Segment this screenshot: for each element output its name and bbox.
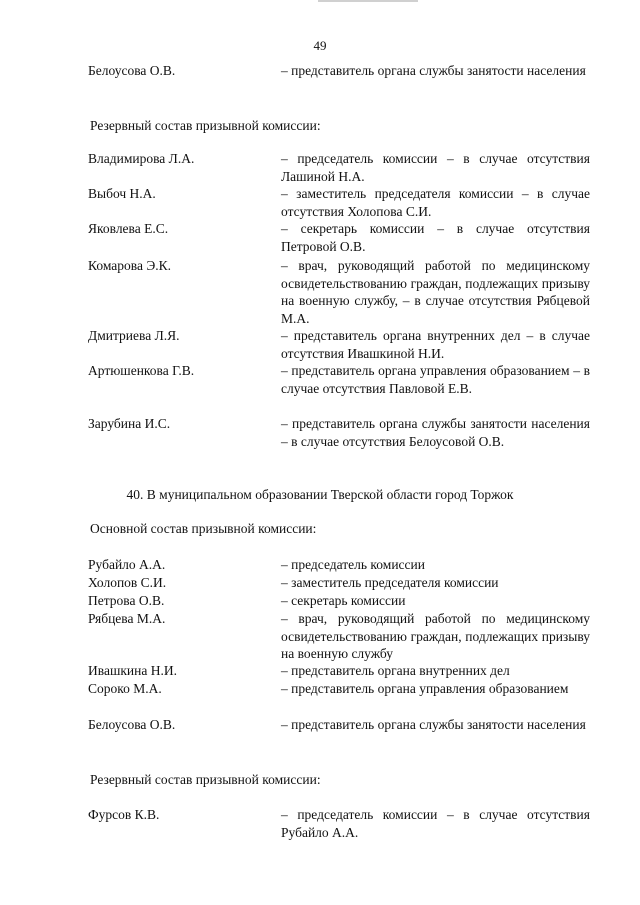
member-role: – заместитель председателя комиссии – в случае отсутствия Холопова С.И. [281,186,590,219]
member-role: – председатель комиссии – в случае отсутствия Рубайло А.А. [281,807,590,840]
member-entry [88,610,590,663]
member-name: Владимирова Л.А. [88,151,195,166]
member-entry [88,556,590,574]
member-name: Рябцева М.А. [88,611,166,626]
member-role: – представитель органа внутренних дел [281,663,510,678]
scan-artifact [318,0,418,2]
member-name: Выбоч Н.А. [88,186,156,201]
member-name: Дмитриева Л.Я. [88,328,180,343]
main-composition-heading: Основной состав призывной комиссии: [90,521,317,536]
member-role: – секретарь комиссии [281,593,406,608]
member-entry [88,150,590,185]
member-role: – председатель комиссии [281,557,425,572]
member-role: – представитель органа управления образованием – в случае отсутствия Павловой Е.В. [281,363,590,396]
member-name: Сороко М.А. [88,681,162,696]
reserve-heading: Резервный состав призывной комиссии: [90,772,321,787]
member-entry [88,806,590,841]
member-role: – представитель органа службы занятости населения – в случае отсутствия Белоусовой О.В. [281,416,590,449]
member-name: Артюшенкова Г.В. [88,363,195,378]
member-name: Белоусова О.В. [88,717,176,732]
member-role: – врач, руководящий работой по медицинскому освидетельствованию граждан, подлежащих призыву на военную службу, – в случае отсутствия Рябцевой М.А. [281,258,590,326]
member-entry [88,716,590,734]
reserve-heading: Резервный состав призывной комиссии: [90,118,321,133]
member-entry [88,185,590,220]
member-name: Белоусова О.В. [88,63,176,78]
member-entry [88,62,590,80]
member-name: Зарубина И.С. [88,416,171,431]
member-role: – представитель органа службы занятости населения [281,63,586,78]
member-role: – представитель органа внутренних дел – в случае отсутствия Ивашкиной Н.И. [281,328,590,361]
member-name: Фурсов К.В. [88,807,160,822]
member-entry [88,362,590,397]
member-entry [88,327,590,362]
member-entry [88,680,590,698]
municipality-title: 40. В муниципальном образовании Тверской области город Торжок [126,487,514,502]
member-entry [88,415,590,450]
member-role: – представитель органа службы занятости населения [281,717,586,732]
member-role: – заместитель председателя комиссии [281,575,499,590]
member-name: Комарова Э.К. [88,258,171,273]
member-role: – представитель органа управления образованием [281,681,569,696]
member-entry [88,257,590,327]
member-name: Ивашкина Н.И. [88,663,177,678]
member-name: Рубайло А.А. [88,557,166,572]
member-role: – председатель комиссии – в случае отсутствия Лашиной Н.А. [281,151,590,184]
member-name: Петрова О.В. [88,593,165,608]
member-entry [88,220,590,255]
member-name: Холопов С.И. [88,575,167,590]
member-role: – секретарь комиссии – в случае отсутствия Петровой О.В. [281,221,590,254]
member-role: – врач, руководящий работой по медицинскому освидетельствованию граждан, подлежащих призыву на военную службу [281,611,590,661]
member-entry [88,662,590,680]
member-entry [88,592,590,610]
member-entry [88,574,590,592]
page-number: 49 [313,38,327,53]
member-name: Яковлева Е.С. [88,221,169,236]
